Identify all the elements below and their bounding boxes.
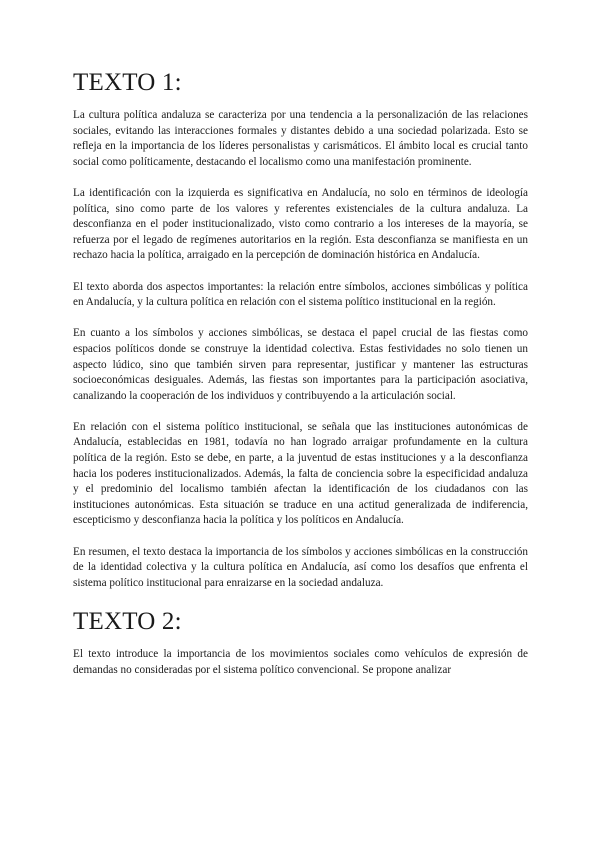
paragraph: En resumen, el texto destaca la importancia de los símbolos y acciones simbólicas en la construcción de la identidad colectiva y la cultura política en Andalucía, así como los desafíos que enfrenta el sistema político institucional para enraizarse en la sociedad andaluza. [73, 545, 528, 589]
paragraph: La identificación con la izquierda es significativa en Andalucía, no solo en términos de ideología política, sino como parte de los valores y referentes existenciales de la cultura andaluza. La desconfianza en el poder institucionalizado, visto como contrario a los intereses de la mayoría, se refuerza por el legado de regímenes autoritarios en la región. Esta desconfianza se manifiesta en un rechazo hacia la política, arraigado en la percepción de dominación histórica en Andalucía. [73, 186, 528, 262]
paragraph: En cuanto a los símbolos y acciones simbólicas, se destaca el papel crucial de las fiestas como espacios políticos donde se construye la identidad colectiva. Estas festividades no solo tienen un aspecto lúdico, sino que también sirven para representar, justificar y mantener las estructuras socioeconómicas desiguales. Además, las fiestas son importantes para la participación asociativa, canalizando la cooperación de los individuos y contribuyendo a la articulación social. [73, 327, 528, 402]
paragraph: La cultura política andaluza se caracteriza por una tendencia a la personalización de las relaciones sociales, evitando las interacciones formales y distantes debido a una sociedad polarizada. Esto se refleja en la importancia de los líderes personalistas y carismáticos. El ámbito local es crucial tanto social como políticamente, destacando el localismo como una manifestación prominente. [73, 109, 528, 168]
paragraph: En relación con el sistema político institucional, se señala que las instituciones autonómicas de Andalucía, establecidas en 1981, todavía no han logrado arraigar profundamente en la cultura política de la región. Esto se debe, en parte, a la juventud de estas instituciones y a la desconfianza hacia los poderes institucionalizados. Además, la falta de conciencia sobre la especificidad andaluza y el predominio del localismo también afectan la identificación de los ciudadanos con las instituciones autonómicas. Esta situación se traduce en una actitud generalizada de indiferencia, escepticismo y desconfianza hacia la política y los políticos en Andalucía. [73, 420, 528, 527]
section-heading-texto-1: TEXTO 1: [73, 69, 182, 96]
section-heading-texto-2: TEXTO 2: [73, 608, 182, 635]
paragraph: El texto aborda dos aspectos importantes: la relación entre símbolos, acciones simbólicas y política en Andalucía, y la cultura política en relación con el sistema político institucional en la región. [73, 280, 528, 309]
document-page [73, 68, 528, 678]
paragraph: El texto introduce la importancia de los movimientos sociales como vehículos de expresión de demandas no consideradas por el sistema político convencional. Se propone analizar [73, 648, 528, 676]
